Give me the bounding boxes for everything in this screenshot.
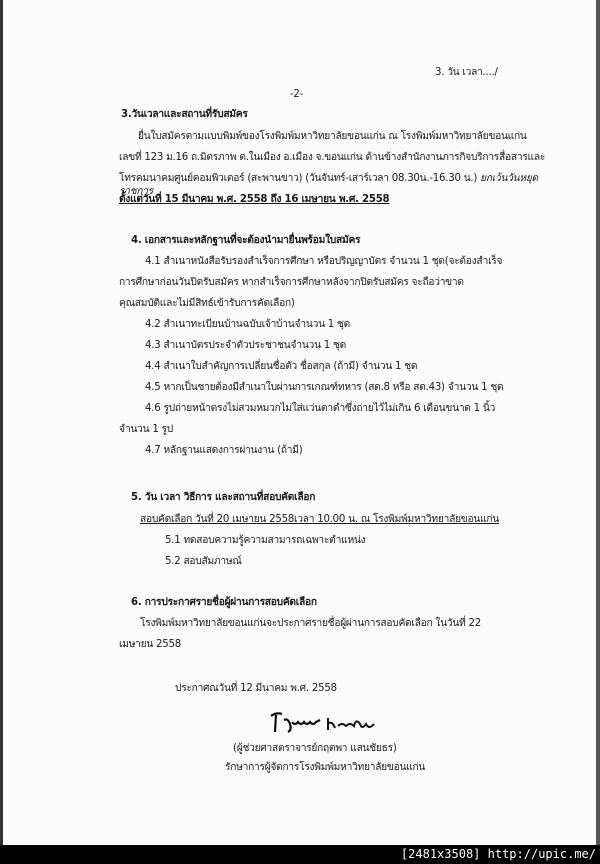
exam-item: 5.2 สอบสัมภาษณ์: [165, 556, 242, 567]
document-item: 4.2 สำเนาทะเบียนบ้านฉบับเจ้าบ้านจำนวน 1 ชุด: [145, 319, 351, 330]
document-item: จำนวน 1 รูป: [119, 424, 173, 435]
image-host-watermark: [2481x3508] http://upic.me/: [0, 845, 600, 864]
announcement-date: ประกาศณวันที่ 12 มีนาคม พ.ศ. 2558: [175, 683, 337, 694]
document-item: 4.7 หลักฐานแสดงการผ่านงาน (ถ้ามี): [145, 445, 303, 456]
signature-image: [268, 710, 378, 736]
document-item: 4.5 หากเป็นชายต้องมีสำเนาใบผ่านการเกณฑ์ทหาร (สด.8 หรือ สด.43) จำนวน 1 ชุด: [145, 382, 504, 393]
section3-heading: 3.วันเวลาและสถานที่รับสมัคร: [121, 109, 248, 120]
section3-line: ยื่นใบสมัครตามแบบพิมพ์ของโรงพิมพ์มหาวิทยาลัยขอนแก่น ณ โรงพิมพ์มหาวิทยาลัยขอนแก่น: [138, 131, 527, 142]
section6-line: โรงพิมพ์มหาวิทยาลัยขอนแก่นจะประกาศรายชื่อผู้ผ่านการสอบคัดเลือก ในวันที่ 22: [140, 618, 481, 629]
exam-schedule: สอบคัดเลือก วันที่ 20 เมษายน 2558เวลา 10.00 น. ณ โรงพิมพ์มหาวิทยาลัยขอนแก่น: [140, 514, 500, 525]
document-item: การศึกษาก่อนวันปิดรับสมัคร หากสำเร็จการศึกษาหลังจากปิดรับสมัคร จะถือว่าขาด: [119, 277, 464, 288]
section3-hours: โทรคมนาคมศูนย์คอมพิวเตอร์ (สะพานขาว) (วันจันทร์-เสาร์เวลา 08.30น.-16.30 น.): [119, 173, 478, 184]
signer-name: (ผู้ช่วยศาสตราจารย์กฤตพา แสนชัยธร): [233, 743, 397, 754]
document-item: 4.6 รูปถ่ายหน้าตรงไม่สวมหมวกไม่ใส่แว่นตาดำซึ่งถ่ายไว้ไม่เกิน 6 เดือนขนาด 1 นิ้ว: [145, 403, 496, 414]
document-item: 4.4 สำเนาใบสำคัญการเปลี่ยนชื่อตัว ชื่อสกุล (ถ้ามี) จำนวน 1 ชุด: [145, 361, 418, 372]
section6-line: เมษายน 2558: [119, 639, 181, 650]
holiday-note: ยกเว้นวันหยุดราชการ: [119, 173, 538, 197]
exam-item: 5.1 ทดสอบความรู้ความสามารถเฉพาะตำแหน่ง: [165, 535, 366, 546]
continuation-note: 3. วัน เวลา..../: [435, 67, 498, 78]
section5-heading: 5. วัน เวลา วิธีการ และสถานที่สอบคัดเลือก: [131, 492, 316, 503]
page-number: -2-: [290, 89, 304, 100]
section4-heading: 4. เอกสารและหลักฐานที่จะต้องนำมายื่นพร้อมใบสมัคร: [131, 235, 361, 246]
document-item: 4.1 สำเนาหนังสือรับรองสำเร็จการศึกษา หรือปริญญาบัตร จำนวน 1 ชุด(จะต้องสำเร็จ: [145, 256, 503, 267]
application-period: ตั้งแต่วันที่ 15 มีนาคม พ.ศ. 2558 ถึง 16 เมษายน พ.ศ. 2558: [119, 194, 390, 205]
section3-line: เลขที่ 123 ม.16 ถ.มิตรภาพ ต.ในเมือง อ.เมือง จ.ขอนแก่น ด้านข้างสำนักงานภารกิจบริการสื่อสารและ: [119, 152, 546, 163]
signer-title: รักษาการผู้จัดการโรงพิมพ์มหาวิทยาลัยขอนแก่น: [225, 762, 426, 773]
section6-heading: 6. การประกาศรายชื่อผู้ผ่านการสอบคัดเลือก: [131, 597, 317, 608]
document-item: คุณสมบัติและไม่มีสิทธ์เข้ารับการคัดเลือก): [119, 298, 295, 309]
document-item: 4.3 สำเนาบัตรประจำตัวประชาชนจำนวน 1 ชุด: [145, 340, 347, 351]
